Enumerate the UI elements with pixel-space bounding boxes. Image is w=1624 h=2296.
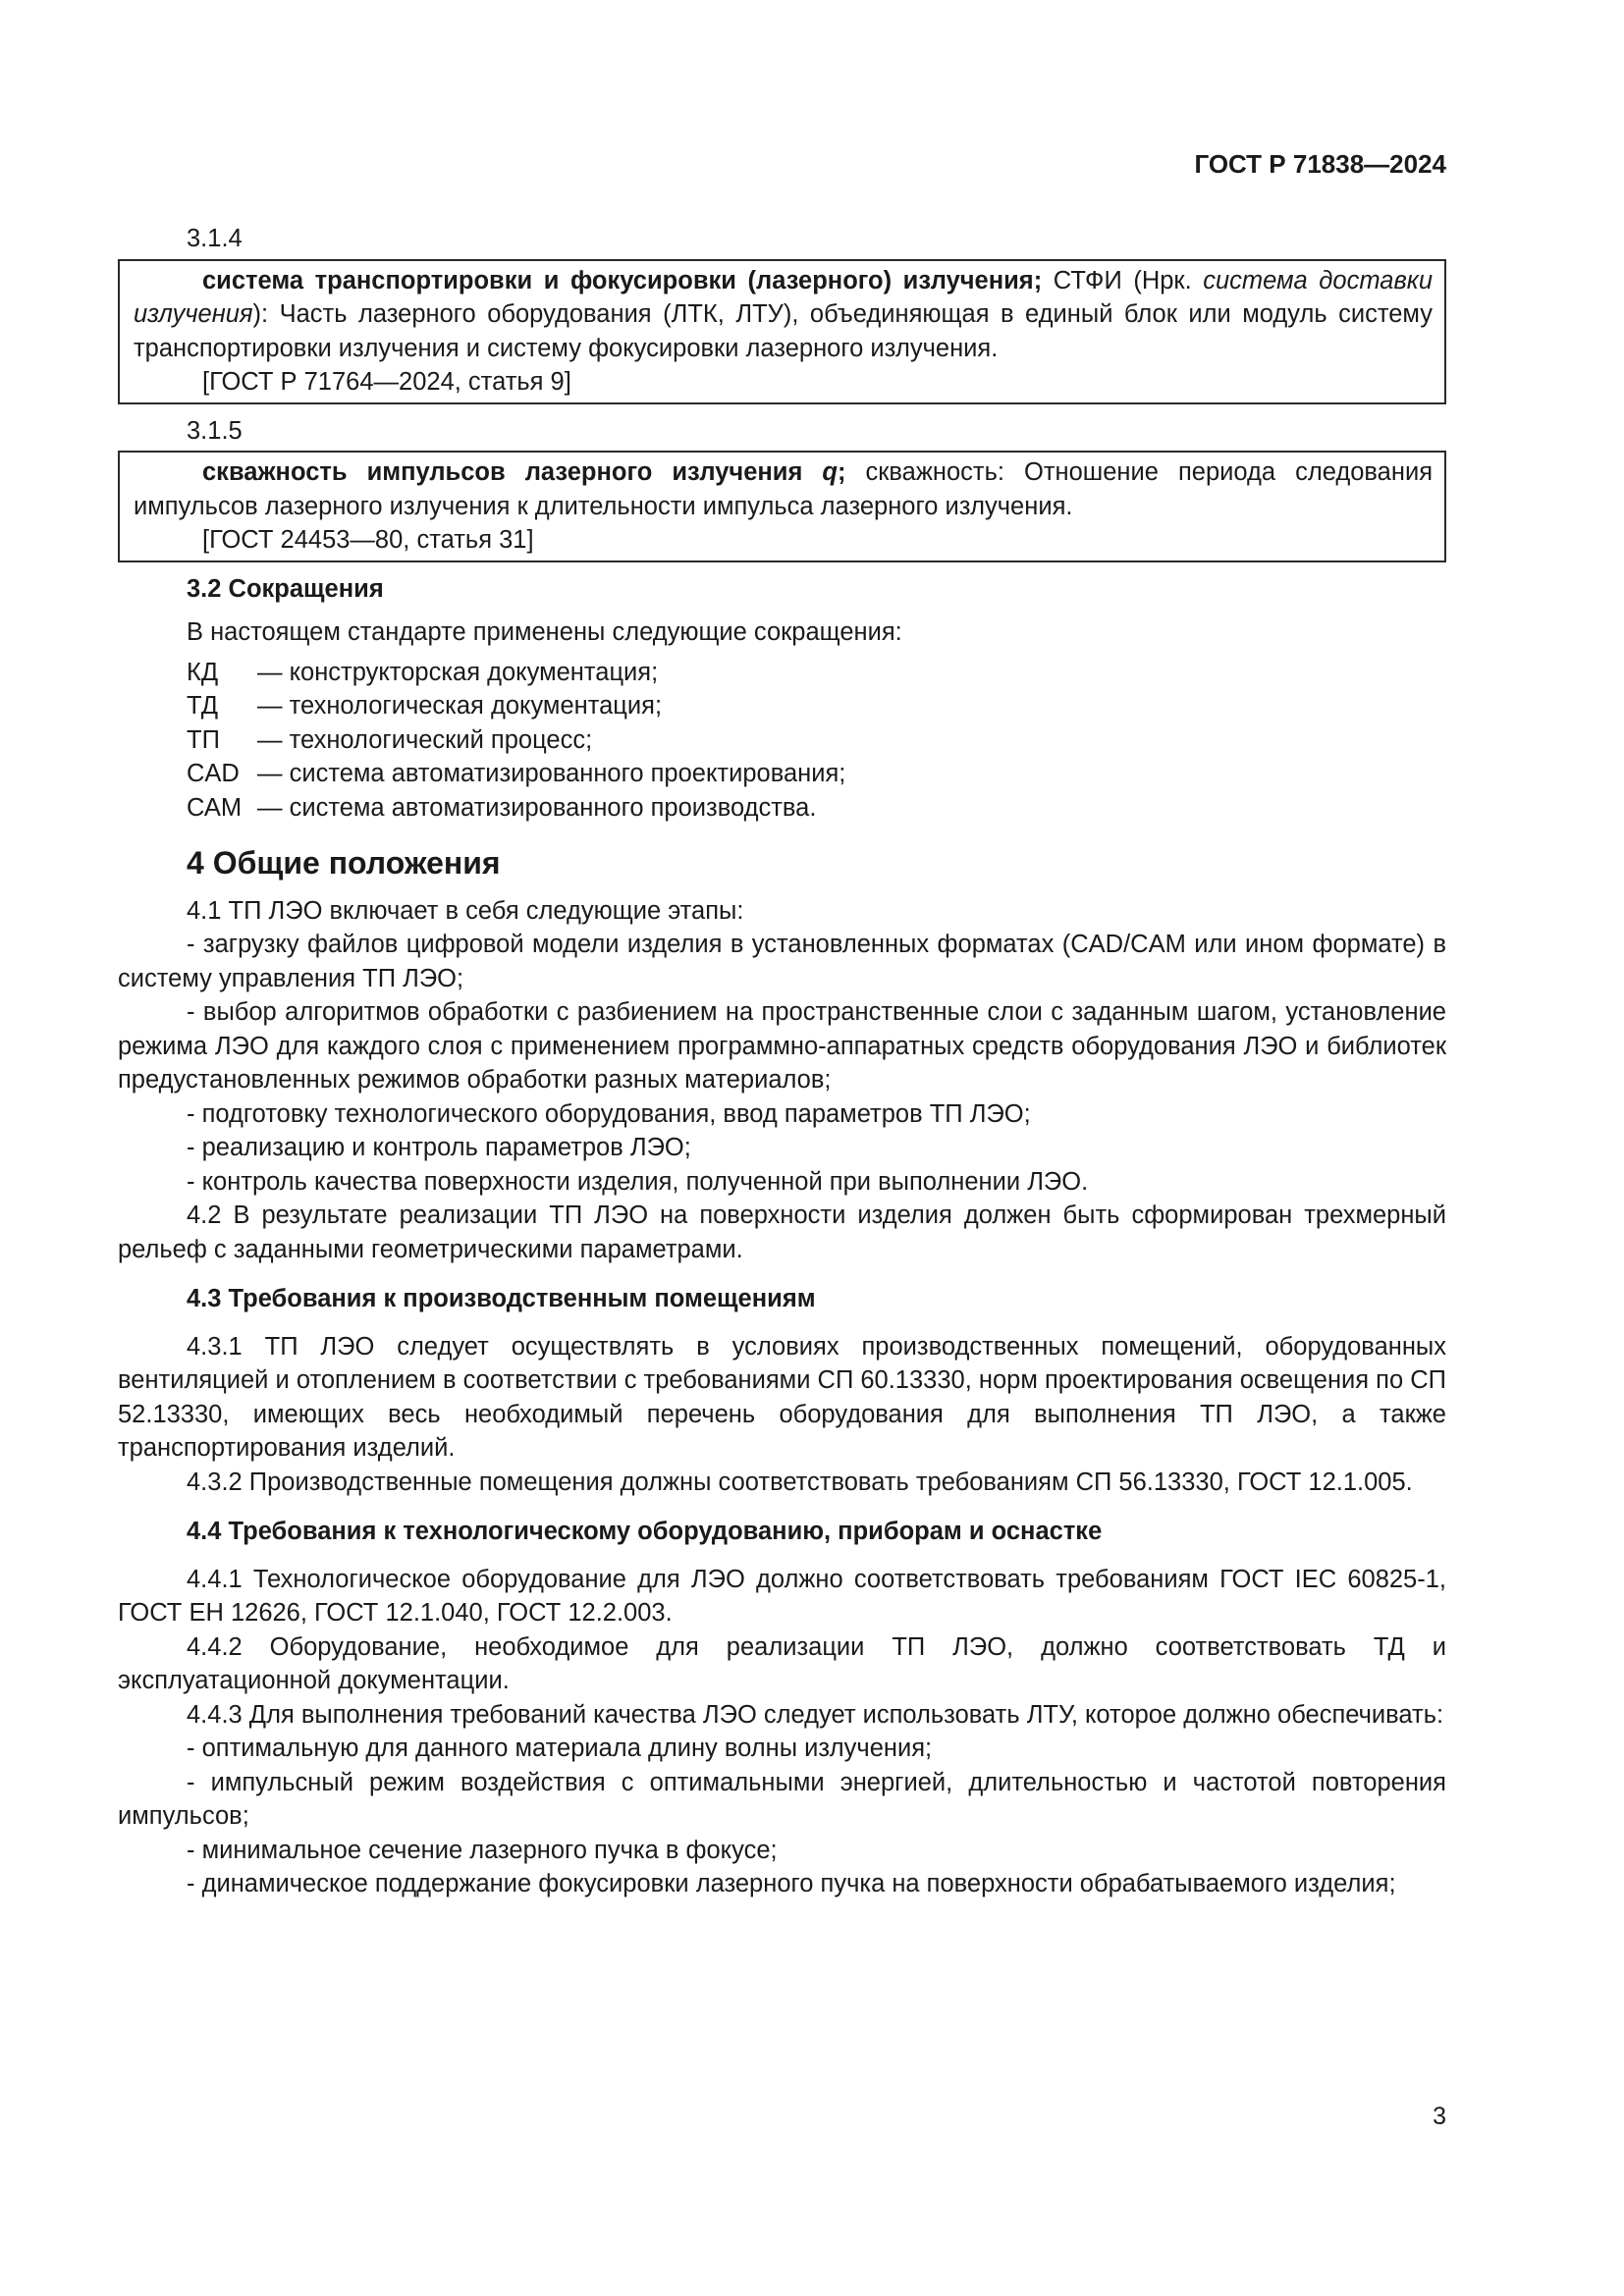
abbreviation: САМ [187,793,243,822]
abbreviation: ТП [187,725,220,754]
paragraph: 4.4.1 Технологическое оборудование для ЛЭО должно соответствовать требованиям ГОСТ IEC 60825-1, ГОСТ ЕН 12626, ГОСТ 12.1.040, ГОСТ 12.2.003. [118,1565,1446,1627]
subsection-heading: 4.3 Требования к производственным помещениям [187,1285,816,1312]
term-definition: система транспортировки и фокусировки (лазерного) излучения; СТФИ (Нрк. система доставки излучения): Часть лазерного оборудования (ЛТК, ЛТУ), объединяющая в единый блок или модуль систему транспортировки излучения и систему фокусировки лазерного излучения. [134,266,1433,362]
abbreviation: ТД [187,692,218,720]
abbreviation-item [187,791,1446,826]
term-title: система транспортировки и фокусировки (лазерного) излучения; [202,266,1043,294]
abbreviation-item [187,656,1446,690]
term-title: скважность импульсов лазерного излучения [202,458,823,486]
abbreviation-meaning: — технологический процесс; [257,725,593,754]
abbreviation: КД [187,658,219,686]
abbreviations-intro: В настоящем стандарте применены следующие сокращения: [187,618,902,646]
term-definition: скважность импульсов лазерного излучения q; скважность: Отношение периода следования импульсов лазерного излучения к длительности импульса лазерного излучения. [134,458,1433,520]
paragraph: 4.4.2 Оборудование, необходимое для реализации ТП ЛЭО, должно соответствовать ТД и эксплуатационной документации. [118,1632,1446,1694]
subsection-heading: 4.4 Требования к технологическому оборудованию, приборам и оснастке [187,1518,1103,1545]
page-content [118,222,1446,1901]
paragraph: 4.1 ТП ЛЭО включает в себя следующие этапы: [187,896,744,925]
abbreviation-item [187,723,1446,758]
abbreviation-item [187,757,1446,791]
list-item: - минимальное сечение лазерного пучка в фокусе; [187,1836,778,1864]
document-code: ГОСТ Р 71838—2024 [1194,149,1446,179]
abbreviation: CAD [187,760,240,787]
page-number: 3 [1433,2103,1446,2130]
abbreviation-meaning: — система автоматизированного проектирования; [257,760,846,787]
term-source: [ГОСТ Р 71764—2024, статья 9] [202,368,571,396]
list-item: - импульсный режим воздействия с оптимальными энергией, длительностью и частотой повторения импульсов; [118,1768,1446,1830]
abbreviation-meaning: — система автоматизированного производства. [257,793,817,822]
paragraph: 4.2 В результате реализации ТП ЛЭО на поверхности изделия должен быть сформирован трехмерный рельеф с заданными геометрическими параметрами. [118,1201,1446,1263]
section-heading: 4 Общие положения [187,845,501,881]
list-item: - динамическое поддержание фокусировки лазерного пучка на поверхности обрабатываемого изделия; [187,1870,1396,1897]
list-item: - подготовку технологического оборудования, ввод параметров ТП ЛЭО; [187,1099,1031,1128]
section-body [118,1563,1446,1901]
section-body [118,894,1446,1267]
list-item: - выбор алгоритмов обработки с разбиением на пространственные слои с заданным шагом, установление режима ЛЭО для каждого слоя с применением программно-аппаратных средств оборудования ЛЭО и библиотек предустановленных режимов обработки разных материалов; [118,998,1446,1094]
term-box [118,451,1446,562]
paragraph: 4.3.2 Производственные помещения должны соответствовать требованиям СП 56.13330, ГОСТ 12.1.005. [187,1468,1413,1496]
section-heading: 3.2 Сокращения [187,574,384,603]
paragraph: 4.4.3 Для выполнения требований качества ЛЭО следует использовать ЛТУ, которое должно обеспечивать: [187,1700,1444,1729]
section-body [118,1330,1446,1500]
term-symbol: q [822,458,838,486]
abbreviation-item [187,689,1446,723]
abbreviation-meaning: — конструкторская документация; [257,658,659,686]
list-item: - оптимальную для данного материала длину волны излучения; [187,1735,933,1762]
abbreviation-meaning: — технологическая документация; [257,692,663,720]
term-number: 3.1.4 [187,225,243,252]
list-item: - контроль качества поверхности изделия, полученной при выполнении ЛЭО. [187,1167,1089,1196]
abbreviations-list [187,656,1446,826]
list-item: - загрузку файлов цифровой модели изделия в установленных форматах (CAD/CAM или ином формате) в систему управления ТП ЛЭО; [118,931,1446,992]
paragraph: 4.3.1 ТП ЛЭО следует осуществлять в условиях производственных помещений, оборудованных вентиляцией и отоплением в соответствии с требованиями СП 60.13330, норм проектирования освещения по СП 52.13330, имеющих весь необходимый перечень оборудования для выполнения ТП ЛЭО, а также транспортирования изделий. [118,1332,1446,1462]
list-item: - реализацию и контроль параметров ЛЭО; [187,1134,691,1161]
term-box [118,259,1446,404]
term-source: [ГОСТ 24453—80, статья 31] [202,526,534,554]
term-note: система доставки излучения [134,266,1433,328]
term-number: 3.1.5 [187,416,243,445]
